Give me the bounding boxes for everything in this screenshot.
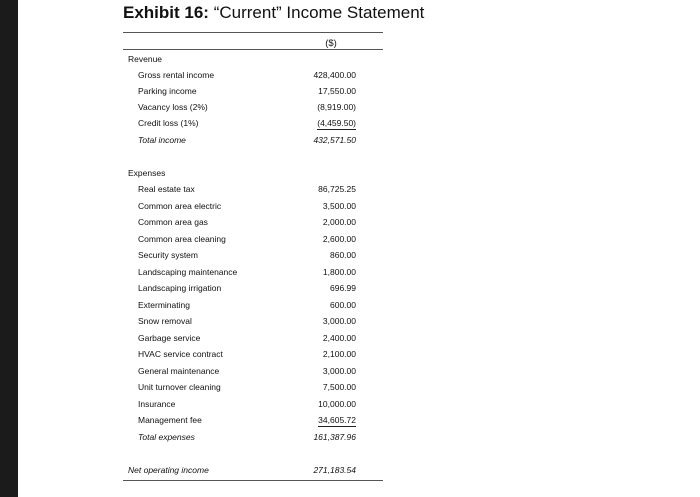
revenue-row — [138, 86, 356, 100]
column-header-dollars: ($) — [325, 38, 337, 49]
expense-value: 10,000.00 — [318, 398, 356, 409]
net-operating-income-value: 271,183.54 — [313, 465, 356, 475]
revenue-value: (8,919.00) — [317, 102, 356, 112]
expense-value: 2,600.00 — [322, 233, 356, 244]
expense-row — [138, 283, 356, 297]
expense-row — [138, 415, 356, 429]
expense-value: 3,000.00 — [322, 365, 356, 376]
expense-label: Landscaping irrigation — [138, 283, 222, 293]
expense-value: 2,000.00 — [322, 217, 356, 227]
expense-row — [138, 267, 356, 281]
total-expenses-row — [138, 432, 356, 446]
expense-label: Insurance — [138, 398, 176, 409]
revenue-value: 17,550.00 — [318, 86, 356, 96]
expense-label: General maintenance — [138, 365, 220, 376]
expense-row — [138, 234, 356, 248]
total-income-value: 432,571.50 — [313, 135, 356, 145]
footer-rule — [123, 480, 383, 481]
expense-label: Landscaping maintenance — [138, 266, 238, 277]
expense-value: 1,800.00 — [322, 266, 356, 277]
revenue-label: Gross rental income — [138, 70, 215, 80]
revenue-label: Vacancy loss (2%) — [138, 102, 208, 112]
total-income-label: Total income — [138, 135, 186, 145]
revenue-row — [138, 70, 356, 84]
expense-value: 7,500.00 — [322, 382, 356, 392]
total-expenses-label: Total expenses — [138, 431, 195, 442]
expense-label: Exterminating — [138, 299, 190, 310]
expense-row — [138, 184, 356, 198]
expense-row — [138, 349, 356, 363]
expense-value: 2,400.00 — [322, 332, 356, 343]
expense-label: HVAC service contract — [138, 349, 223, 359]
expense-value: 86,725.25 — [318, 184, 356, 194]
total-income-row — [138, 135, 356, 149]
expense-label: Common area gas — [138, 217, 208, 227]
expense-row — [138, 333, 356, 347]
total-expenses-value: 161,387.96 — [313, 431, 356, 442]
expense-label: Real estate tax — [138, 184, 195, 194]
left-edge-bar — [0, 0, 18, 497]
revenue-value: (4,459.50) — [317, 118, 356, 128]
exhibit-title — [123, 3, 424, 23]
expense-value: 860.00 — [330, 250, 356, 260]
revenue-heading: Revenue — [128, 54, 163, 64]
revenue-row — [138, 118, 356, 132]
expense-value: 3,500.00 — [322, 200, 356, 211]
expense-row — [138, 366, 356, 380]
exhibit-number: Exhibit 16: — [123, 3, 209, 22]
revenue-row — [138, 102, 356, 116]
exhibit-title-text: “Current” Income Statement — [208, 3, 425, 22]
expense-label: Common area cleaning — [138, 233, 226, 244]
expense-label: Security system — [138, 250, 198, 260]
expense-label: Garbage service — [138, 332, 201, 343]
header-top-rule — [123, 32, 383, 33]
expense-label: Common area electric — [138, 200, 222, 211]
expense-label: Management fee — [138, 415, 202, 425]
expense-row — [138, 217, 356, 231]
expenses-heading: Expenses — [128, 168, 166, 178]
expense-row — [138, 382, 356, 396]
expense-row — [138, 250, 356, 264]
expense-row — [138, 300, 356, 314]
expense-value: 2,100.00 — [322, 349, 356, 359]
expense-value: 696.99 — [330, 283, 356, 293]
expense-value: 600.00 — [330, 299, 356, 310]
revenue-label: Parking income — [138, 86, 197, 96]
expense-row — [138, 399, 356, 413]
header-bottom-rule — [123, 49, 383, 50]
expense-row — [138, 201, 356, 215]
expense-value: 34,605.72 — [318, 415, 356, 425]
revenue-value: 428,400.00 — [313, 70, 356, 80]
expense-row — [138, 316, 356, 330]
expense-label: Snow removal — [138, 316, 192, 326]
expense-value: 3,000.00 — [322, 316, 356, 326]
revenue-label: Credit loss (1%) — [138, 118, 199, 128]
net-operating-income-label: Net operating income — [128, 465, 209, 475]
expense-label: Unit turnover cleaning — [138, 382, 221, 392]
